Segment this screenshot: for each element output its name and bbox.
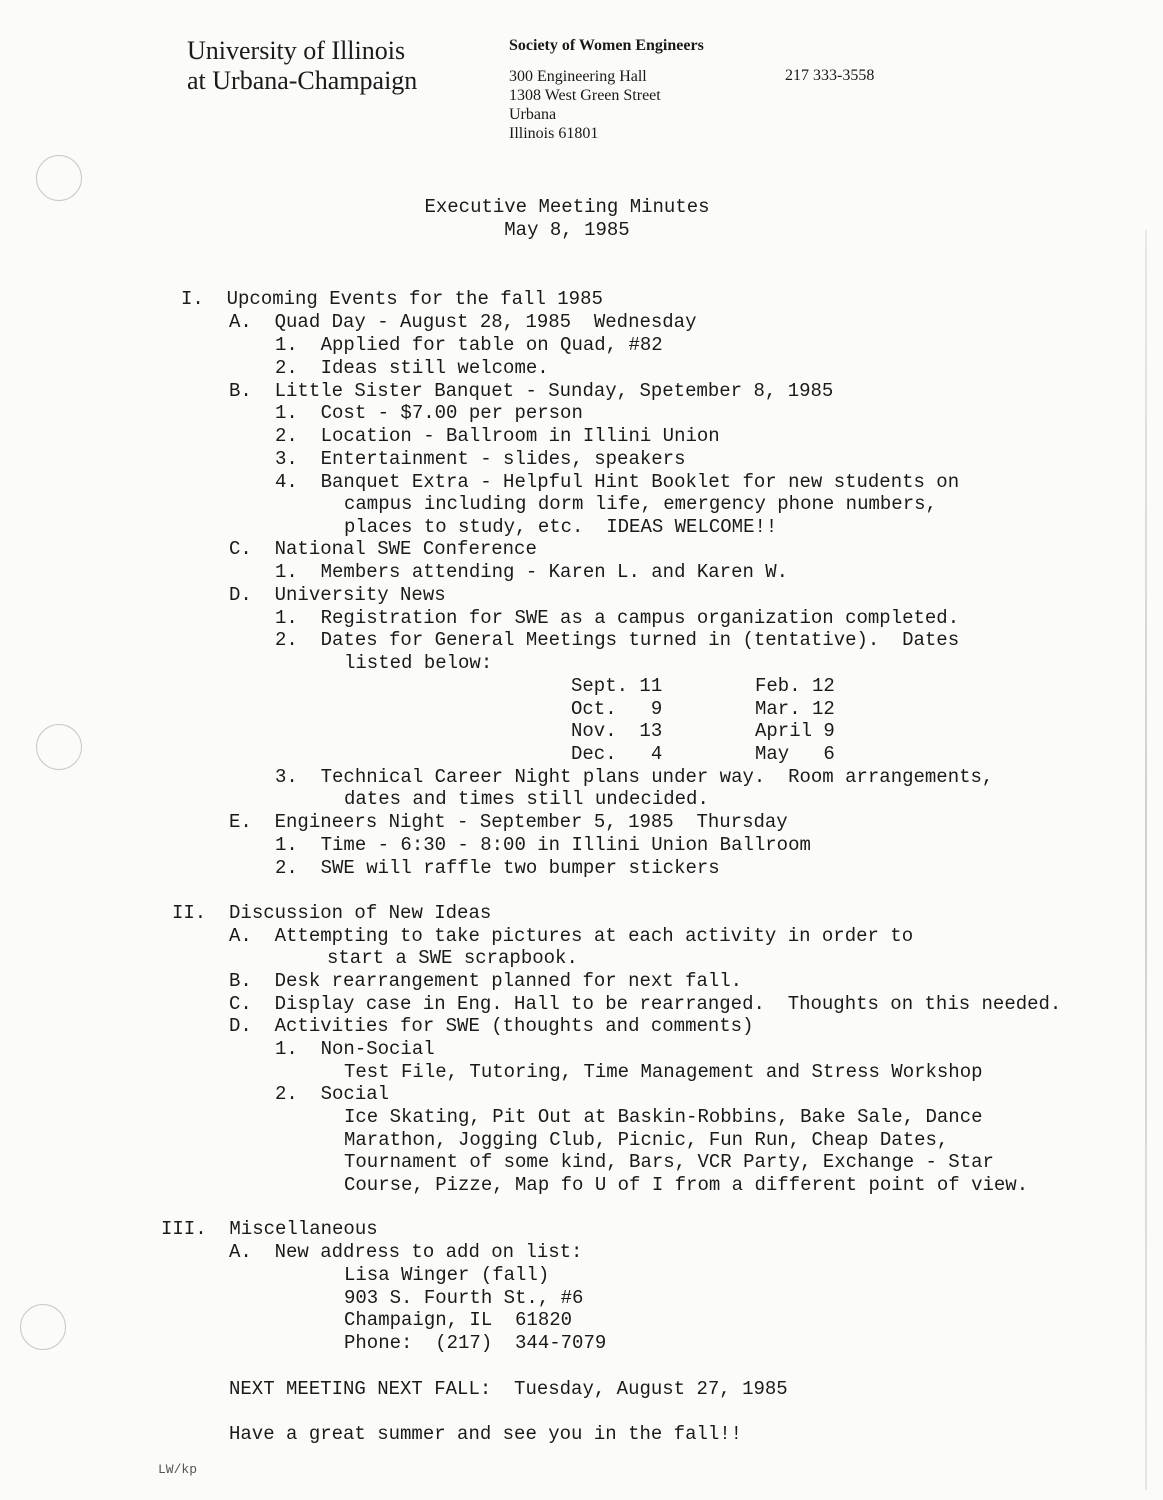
list-item: 1. Cost - $7.00 per person <box>275 402 583 424</box>
university-name-line1: University of Illinois <box>187 36 406 65</box>
list-item: 1. Applied for table on Quad, #82 <box>275 334 663 356</box>
address-entry: Lisa Winger (fall) <box>344 1264 550 1286</box>
meeting-date: Sept. 11 <box>571 675 663 697</box>
list-item: A. New address to add on list: <box>229 1241 583 1263</box>
list-item: A. Quad Day - August 28, 1985 Wednesday <box>229 311 697 333</box>
meeting-date: April 9 <box>755 720 835 742</box>
list-item: Tournament of some kind, Bars, VCR Party, Exchange - Star <box>344 1151 994 1173</box>
address-line: Illinois 61801 <box>509 125 599 142</box>
list-item: 3. Entertainment - slides, speakers <box>275 448 686 470</box>
list-item: dates and times still undecided. <box>344 788 709 810</box>
list-item: 2. Ideas still welcome. <box>275 357 549 379</box>
punch-hole <box>36 724 82 770</box>
list-item: listed below: <box>344 652 493 674</box>
list-item: D. Activities for SWE (thoughts and comments) <box>229 1015 754 1037</box>
typist-initials: LW/kp <box>158 1462 198 1477</box>
punch-hole <box>36 155 82 201</box>
list-item: 2. Dates for General Meetings turned in (tentative). Dates <box>275 629 960 651</box>
list-item: C. Display case in Eng. Hall to be rearranged. Thoughts on this needed. <box>229 993 1062 1015</box>
list-item: campus including dorm life, emergency phone numbers, <box>344 493 937 515</box>
list-item: Ice Skating, Pit Out at Baskin-Robbins, Bake Sale, Dance <box>344 1106 983 1128</box>
address-entry: 903 S. Fourth St., #6 <box>344 1287 584 1309</box>
list-item: A. Attempting to take pictures at each activity in order to <box>229 925 914 947</box>
document-date: May 8, 1985 <box>504 219 630 241</box>
list-item: E. Engineers Night - September 5, 1985 Thursday <box>229 811 788 833</box>
phone-number: 217 333-3558 <box>785 67 875 84</box>
page-edge-shadow <box>1145 230 1147 1490</box>
meeting-date: Mar. 12 <box>755 698 835 720</box>
meeting-date: Nov. 13 <box>571 720 663 742</box>
punch-hole <box>20 1304 66 1350</box>
address-entry: Champaign, IL 61820 <box>344 1309 573 1331</box>
list-item: Course, Pizze, Map fo U of I from a different point of view. <box>344 1174 1029 1196</box>
address-line: 1308 West Green Street <box>509 87 661 104</box>
closing-line: Have a great summer and see you in the fall!! <box>229 1423 743 1445</box>
university-name-line2: at Urbana-Champaign <box>187 66 418 95</box>
meeting-date: Oct. 9 <box>571 698 663 720</box>
list-item: 1. Registration for SWE as a campus organization completed. <box>275 607 960 629</box>
address-block <box>509 67 661 143</box>
meeting-date: May 6 <box>755 743 835 765</box>
list-item: 1. Members attending - Karen L. and Karen W. <box>275 561 789 583</box>
address-line: 300 Engineering Hall <box>509 68 647 85</box>
list-item: C. National SWE Conference <box>229 538 537 560</box>
list-item: 2. SWE will raffle two bumper stickers <box>275 857 720 879</box>
meeting-date: Dec. 4 <box>571 743 663 765</box>
list-item: 1. Time - 6:30 - 8:00 in Illini Union Ballroom <box>275 834 811 856</box>
address-line: Urbana <box>509 106 557 123</box>
section-heading: II. Discussion of New Ideas <box>172 902 492 924</box>
list-item: start a SWE scrapbook. <box>327 947 578 969</box>
section-heading: III. Miscellaneous <box>161 1218 378 1240</box>
document-title: Executive Meeting Minutes <box>424 196 710 218</box>
list-item: 1. Non-Social <box>275 1038 435 1060</box>
list-item: B. Little Sister Banquet - Sunday, Spetember 8, 1985 <box>229 380 834 402</box>
list-item: 4. Banquet Extra - Helpful Hint Booklet for new students on <box>275 471 960 493</box>
list-item: 2. Location - Ballroom in Illini Union <box>275 425 720 447</box>
address-entry: Phone: (217) 344-7079 <box>344 1332 607 1354</box>
section-heading: I. Upcoming Events for the fall 1985 <box>181 288 603 310</box>
list-item: Marathon, Jogging Club, Picnic, Fun Run, Cheap Dates, <box>344 1129 949 1151</box>
list-item: Test File, Tutoring, Time Management and Stress Workshop <box>344 1061 983 1083</box>
meeting-date: Feb. 12 <box>755 675 835 697</box>
next-meeting: NEXT MEETING NEXT FALL: Tuesday, August 27, 1985 <box>229 1378 788 1400</box>
list-item: D. University News <box>229 584 446 606</box>
organization-name: Society of Women Engineers <box>509 37 704 54</box>
list-item: places to study, etc. IDEAS WELCOME!! <box>344 516 778 538</box>
list-item: 3. Technical Career Night plans under way. Room arrangements, <box>275 766 994 788</box>
list-item: B. Desk rearrangement planned for next fall. <box>229 970 743 992</box>
list-item: 2. Social <box>275 1083 390 1105</box>
